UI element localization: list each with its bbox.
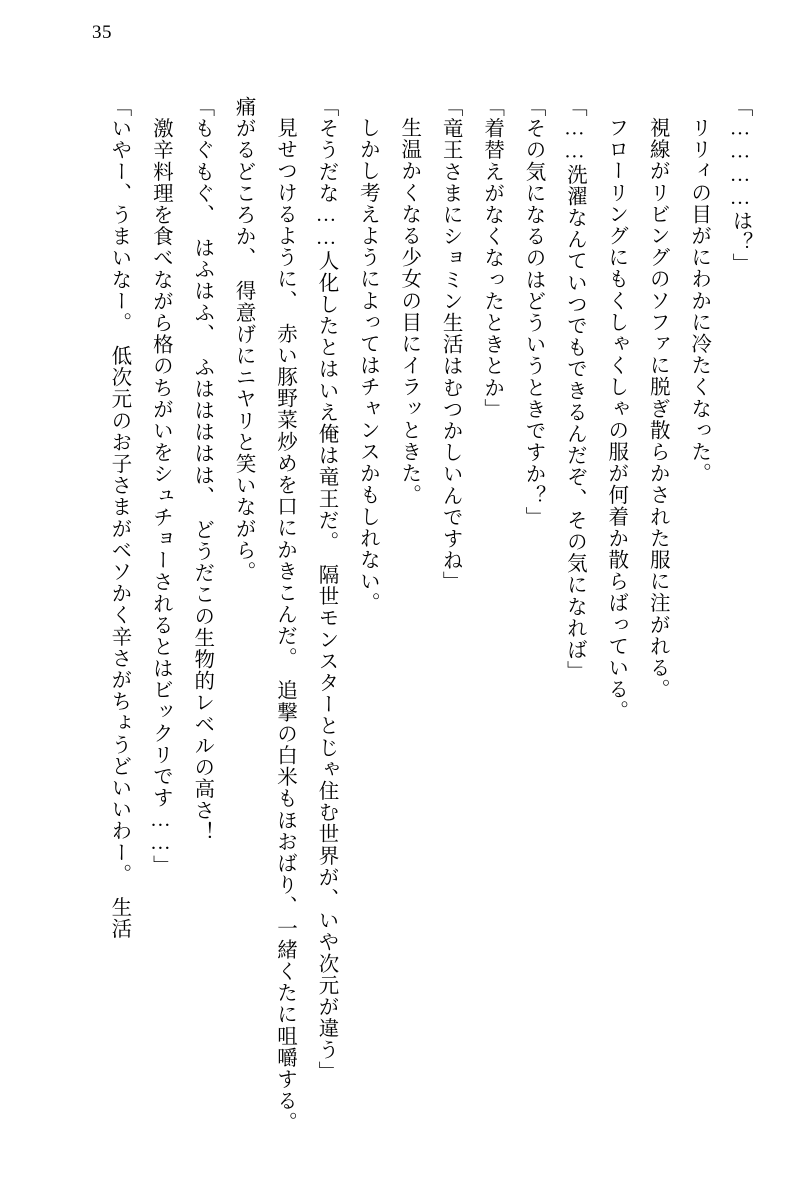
text-line: 「着替えがなくなったときとか」 xyxy=(480,96,503,420)
text-line: 激辛料理を食べながら格のちがいをシュチョーされるとはビックリです……」 xyxy=(149,96,172,877)
text-line: 「……洗濯なんていつでもできるんだぞ、その気になれば」 xyxy=(563,96,586,683)
page-body-text xyxy=(52,96,760,1145)
text-line: 視線がリビングのソファに脱ぎ散らかされた服に注がれる。 xyxy=(646,116,669,700)
text-line: 「…………は？」 xyxy=(729,96,751,275)
text-line: リリィの目がにわかに冷たくなった。 xyxy=(687,116,710,484)
page-number: 35 xyxy=(92,22,112,43)
text-line: 生温かくなる少女の目にイラッときた。 xyxy=(397,116,420,506)
text-line: フローリングにもくしゃくしゃの服が何着か散らばっている。 xyxy=(604,116,627,722)
text-line: 見せつけるように、 赤い豚野菜炒めを口にかきこんだ。 追撃の白米もほおばり、一緒くたに咀嚼する。 痛がるどころか、 得意げにニヤリと笑いながら。 xyxy=(232,96,296,1145)
text-line: 「その気になるのはどういうときですか？」 xyxy=(521,96,544,528)
text-line: 「そうだな……人化したとはいえ俺は竜王だ。 隔世モンスターとじゃ住む世界が、いや次元が違う」 xyxy=(314,96,337,1083)
text-line: 「もぐもぐ、 はふはふ、 ふははははは、 どうだこの生物的レベルの高さ！ xyxy=(190,96,213,843)
text-line: しかし考えようによってはチャンスかもしれない。 xyxy=(356,116,379,614)
text-line: 「いやー、うまいなー。 低次元のお子さまがベソかく辛さがちょうどいいわー。 生活 xyxy=(107,96,130,940)
text-line: 「竜王さまにショミン生活はむつかしいんですね」 xyxy=(439,96,462,593)
